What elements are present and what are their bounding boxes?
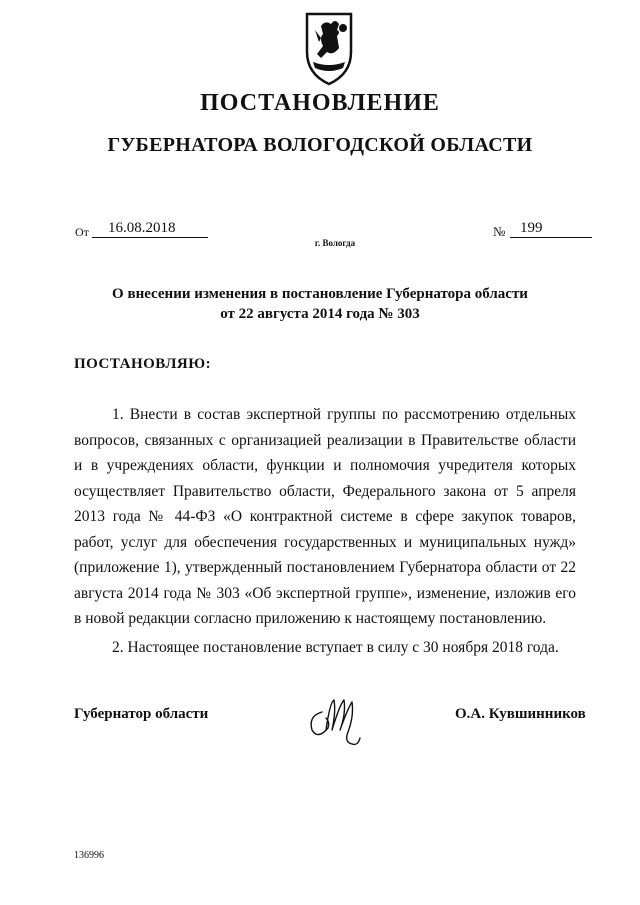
item-1: 1. Внести в состав экспертной группы по рассмотрению отдельных вопросов, связанных с организацией реализации в Правительстве области и в учреждениях области, функции и полномочия учредителя которых осуществляет Правительство области, Федерального закона от 5 апреля 2013 года № 44-ФЗ «О контрактной системе в сфере закупок товаров, работ, услуг для обеспечения государственных и муниципальных нужд» (приложение 1), утвержденный постановлением Губернатора области от 22 августа 2014 года № 303 «Об экспертной группе», изменение, изложив его в новой редакции согласно приложению к настоящему постановлению. (74, 406, 576, 627)
footer-doc-number: 136996 (74, 850, 104, 861)
document-subject (0, 284, 640, 324)
document-title: ПОСТАНОВЛЕНИЕ (200, 90, 440, 116)
subject-line-2: от 22 августа 2014 года № 303 (220, 306, 420, 322)
signatory-name: О.А. Кувшинников (455, 706, 586, 722)
document-subtitle: ГУБЕРНАТОРА ВОЛОГОДСКОЙ ОБЛАСТИ (107, 134, 533, 156)
city: г. Вологда (314, 238, 356, 248)
decree-word: ПОСТАНОВЛЯЮ: (74, 356, 212, 372)
number-label: № (493, 224, 506, 239)
document-number: 199 (520, 220, 543, 236)
document-date: 16.08.2018 (108, 220, 176, 236)
document-body (74, 402, 576, 660)
coat-of-arms-icon (297, 8, 361, 88)
item-2: 2. Настоящее постановление вступает в силу с 30 ноября 2018 года. (112, 638, 559, 656)
signatory-position: Губернатор области (74, 706, 209, 722)
date-label: От (75, 225, 89, 239)
signature-icon (300, 682, 372, 754)
subject-line-1: О внесении изменения в постановление Губернатора области (112, 286, 528, 302)
